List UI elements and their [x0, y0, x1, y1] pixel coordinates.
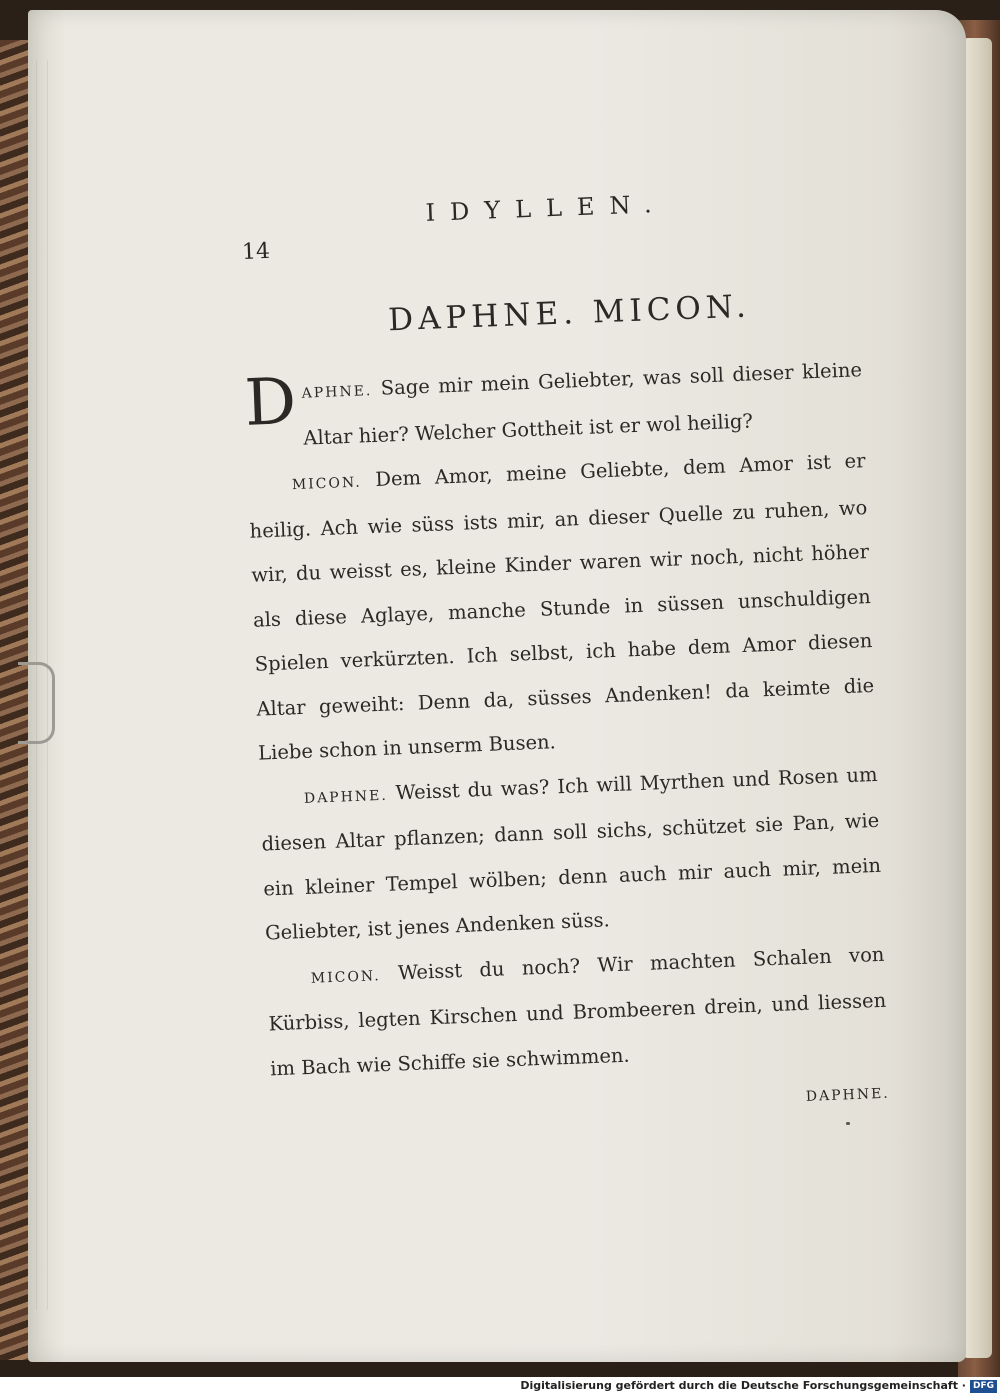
page-text: [240, 256, 891, 1140]
speaker-daphne: DAPHNE.: [303, 787, 389, 807]
page-stack: [962, 38, 992, 1358]
paragraph-micon-2: [266, 932, 889, 1091]
speaker-micon: MICON.: [310, 967, 381, 987]
page-number: 14: [241, 238, 271, 265]
running-head: IDYLLEN.: [425, 189, 668, 227]
page-clip: [18, 662, 55, 744]
paragraph-text: Dem Amor, meine Geliebte, dem Amor ist er heilig. Ach wie süss ists mir, an dieser Quelle zu ruhen, wo wir, du weisst es, kleine Kinder waren wir noch, nicht höher als diese Aglaye, manche Stunde in süssen unschuldigen Spielen verkürzten. Ich selbst, ich habe dem Amor diesen Altar geweiht: Denn da, süsses Andenken! da keimte die Liebe schon in unserm Busen.: [249, 449, 875, 765]
paragraph-daphne-2: [259, 752, 883, 956]
paragraph-text: Sage mir mein Geliebter, was soll dieser kleine Altar hier? Welcher Gottheit ist er wol heilig?: [302, 358, 863, 450]
footer-bar: [0, 1377, 1000, 1394]
section-title: DAPHNE. MICON.: [387, 288, 752, 339]
paragraph-text: Weisst du noch? Wir machten Schalen von Kürbiss, legten Kirschen und Brombeeren drein, und liessen im Bach wie Schiffe sie schwimmen.: [268, 942, 887, 1080]
paragraph-micon-1: [247, 439, 877, 776]
speaker-micon: MICON.: [291, 474, 363, 494]
catchword: DAPHNE.: [805, 1085, 891, 1105]
paragraph-text: Weisst du was? Ich will Myrthen und Rosen um diesen Altar pflanzen; dann soll sichs, schützet sie Pan, wie ein kleiner Tempel wölben; denn auch mir auch mir, mein Geliebter, ist jenes Andenken süss.: [261, 762, 882, 945]
dfg-logo-icon[interactable]: DFG: [970, 1380, 997, 1393]
ink-smudge: [846, 1122, 850, 1125]
speaker-daphne: APHNE.: [301, 383, 373, 402]
drop-cap: D: [243, 364, 298, 441]
footer-credit: Digitalisierung gefördert durch die Deutsche Forschungsgemeinschaft ·: [520, 1379, 966, 1392]
